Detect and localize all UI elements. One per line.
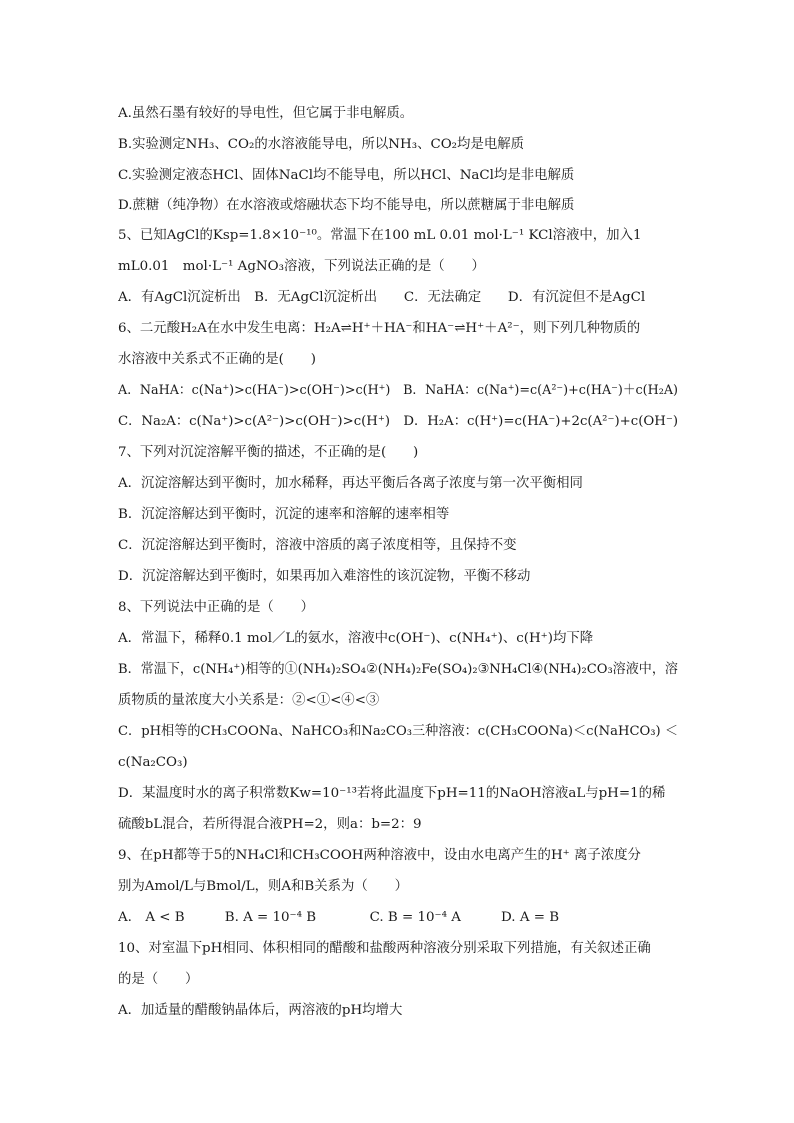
text-line: D．沉淀溶解达到平衡时，如果再加入难溶性的该沉淀物，平衡不移动 <box>118 569 531 584</box>
text-line: 7、下列对沉淀溶解平衡的描述，不正确的是( ) <box>118 445 419 460</box>
text-line: B.实验测定NH₃、CO₂的水溶液能导电，所以NH₃、CO₂均是电解质 <box>118 137 525 152</box>
text-line: C．pH相等的CH₃COONa、NaHCO₃和Na₂CO₃三种溶液：c(CH₃COONa)＜c(NaHCO₃) ＜ <box>118 724 678 739</box>
text-line: 5、已知AgCl的Ksp=1.8×10⁻¹⁰。常温下在100 mL 0.01 mol·L⁻¹ KCl溶液中，加入1 <box>118 228 642 243</box>
text-line: C．Na₂A：c(Na⁺)>c(A²⁻)>c(OH⁻)>c(H⁺) D．H₂A：c(H⁺)=c(HA⁻)+2c(A²⁻)+c(OH⁻) <box>118 414 678 429</box>
text-line: 硫酸bL混合，若所得混合液PH=2，则a：b=2：9 <box>118 817 422 832</box>
text-line: 水溶液中关系式不正确的是( ) <box>118 352 316 367</box>
text-line: A．沉淀溶解达到平衡时，加水稀释，再达平衡后各离子浓度与第一次平衡相同 <box>118 476 583 491</box>
text-line: D.蔗糖（纯净物）在水溶液或熔融状态下均不能导电，所以蔗糖属于非电解质 <box>118 198 575 213</box>
text-line: A．NaHA：c(Na⁺)>c(HA⁻)>c(OH⁻)>c(H⁺) B．NaHA：c(Na⁺)=c(A²⁻)+c(HA⁻)＋c(H₂A) <box>118 383 678 398</box>
text-line: A．常温下，稀释0.1 mol／L的氨水，溶液中c(OH⁻)、c(NH₄⁺)、c(H⁺)均下降 <box>118 631 594 646</box>
text-line: 别为Amol/L与Bmol/L，则A和B关系为（ ） <box>118 879 408 894</box>
text-line: C．沉淀溶解达到平衡时，溶液中溶质的离子浓度相等，且保持不变 <box>118 538 517 553</box>
text-line: A.虽然石墨有较好的导电性，但它属于非电解质。 <box>118 106 414 121</box>
text-line: B．常温下，c(NH₄⁺)相等的①(NH₄)₂SO₄②(NH₄)₂Fe(SO₄)₂③NH₄Cl④(NH₄)₂CO₃溶液中，溶 <box>118 662 678 677</box>
text-line: 6、二元酸H₂A在水中发生电离：H₂A⇌H⁺＋HA⁻和HA⁻⇌H⁺＋A²⁻，则下列几种物质的 <box>118 321 641 336</box>
text-line: A. A < B B. A = 10⁻⁴ B C. B = 10⁻⁴ A D. A = B <box>118 910 560 925</box>
text-line: A．加适量的醋酸钠晶体后，两溶液的pH均增大 <box>118 1003 403 1018</box>
text-line: mL0.01 mol·L⁻¹ AgNO₃溶液，下列说法正确的是（ ） <box>118 259 485 274</box>
question-text-block <box>118 98 678 1026</box>
text-line: C.实验测定液态HCl、固体NaCl均不能导电，所以HCl、NaCl均是非电解质 <box>118 168 575 183</box>
text-line: c(Na₂CO₃) <box>118 755 188 770</box>
text-line: 质物质的量浓度大小关系是：②<①<④<③ <box>118 693 380 708</box>
text-line: 的是（ ） <box>118 972 199 987</box>
text-line: 10、对室温下pH相同、体积相同的醋酸和盐酸两种溶液分别采取下列措施，有关叙述正确 <box>118 941 651 956</box>
text-line: B．沉淀溶解达到平衡时，沉淀的速率和溶解的速率相等 <box>118 507 450 522</box>
text-line: D．某温度时水的离子积常数Kw=10⁻¹³若将此温度下pH=11的NaOH溶液aL与pH=1的稀 <box>118 786 666 801</box>
text-line: A．有AgCl沉淀析出 B．无AgCl沉淀析出 C．无法确定 D．有沉淀但不是AgCl <box>118 290 646 305</box>
text-line: 8、下列说法中正确的是（ ） <box>118 600 314 615</box>
text-line: 9、在pH都等于5的NH₄Cl和CH₃COOH两种溶液中，设由水电离产生的H⁺ 离子浓度分 <box>118 848 641 863</box>
